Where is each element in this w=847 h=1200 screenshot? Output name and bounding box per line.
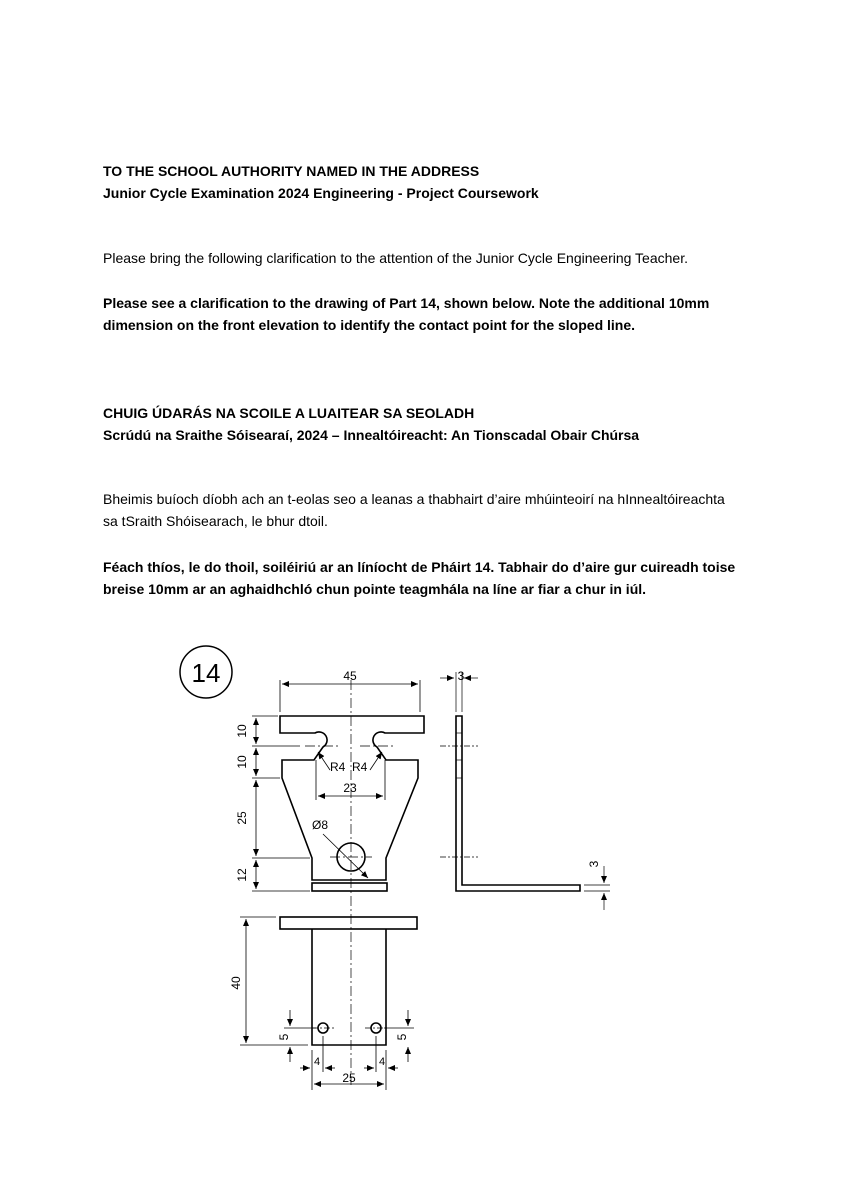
english-subheading-line: Junior Cycle Examination 2024 Engineering - Project Coursework [103, 185, 539, 201]
irish-clarification [103, 556, 763, 600]
dim-plan-width: 25 [342, 1071, 356, 1085]
dim-hole-edge-right: 4 [378, 1056, 386, 1068]
radius-left-label: R4 [330, 760, 346, 774]
radius-right-label: R4 [352, 760, 368, 774]
irish-clarification-line-2: breise 10mm ar an aghaidhchló chun pointe teagmhála na líne ar fiar a chur in iúl. [103, 581, 647, 597]
dim-hole-edge-left: 4 [313, 1056, 321, 1068]
hole-diameter-label: Ø8 [312, 818, 329, 832]
front-elevation [280, 716, 424, 891]
side-elevation-hidden-lines [440, 672, 610, 910]
dim-plan-length: 40 [229, 976, 243, 990]
dim-bottom-height: 12 [235, 868, 249, 882]
english-clarification [103, 292, 763, 336]
dim-top-flange: 10 [235, 724, 249, 738]
english-heading-line: TO THE SCHOOL AUTHORITY NAMED IN THE ADDRESS [103, 163, 480, 179]
side-elevation [456, 716, 580, 891]
english-intro: Please bring the following clarification to the attention of the Junior Cycle Engineering Teacher. [103, 250, 688, 266]
english-heading [103, 160, 763, 204]
dim-hole-offset-right: 5 [395, 1033, 409, 1041]
irish-clarification-line-1: Féach thíos, le do thoil, soiléiriú ar an líníocht de Pháirt 14. Tabhair do d’aire gur cuireadh toise [103, 559, 736, 575]
dim-slope-height: 25 [235, 811, 249, 825]
irish-intro [103, 488, 763, 532]
dim-thickness-side: 3 [457, 669, 465, 683]
dim-width-top: 45 [343, 669, 357, 683]
irish-subheading-line: Scrúdú na Sraithe Sóisearaí, 2024 – Innealtóireacht: An Tionscadal Obair Chúrsa [103, 427, 640, 443]
plan-view-dimensions [240, 917, 414, 1090]
part-number: 14 [191, 658, 221, 688]
irish-intro-line-2: sa tSraith Shóisearach, le bhur dtoil. [103, 513, 328, 529]
dim-slot-offset: 10 [235, 755, 249, 769]
part-number-badge [180, 646, 232, 698]
dimension-lines [252, 680, 420, 891]
irish-intro-line-1: Bheimis buíoch díobh ach an t-eolas seo a leanas a thabhairt d’aire mhúinteoirí na hInnealtóireachta [103, 491, 725, 507]
irish-heading [103, 402, 763, 446]
dim-hole-offset-left: 5 [277, 1033, 291, 1041]
dim-base-thickness: 3 [587, 860, 601, 868]
plan-view [280, 917, 417, 1045]
dim-slot-spacing: 23 [343, 781, 357, 795]
irish-heading-line: CHUIG ÚDARÁS NA SCOILE A LUAITEAR SA SEOLADH [103, 405, 475, 421]
english-clarification-line-1: Please see a clarification to the drawing of Part 14, shown below. Note the additional 10mm [103, 295, 710, 311]
english-clarification-line-2: dimension on the front elevation to identify the contact point for the sloped line. [103, 317, 636, 333]
engineering-drawing-part-14 [150, 640, 630, 1100]
